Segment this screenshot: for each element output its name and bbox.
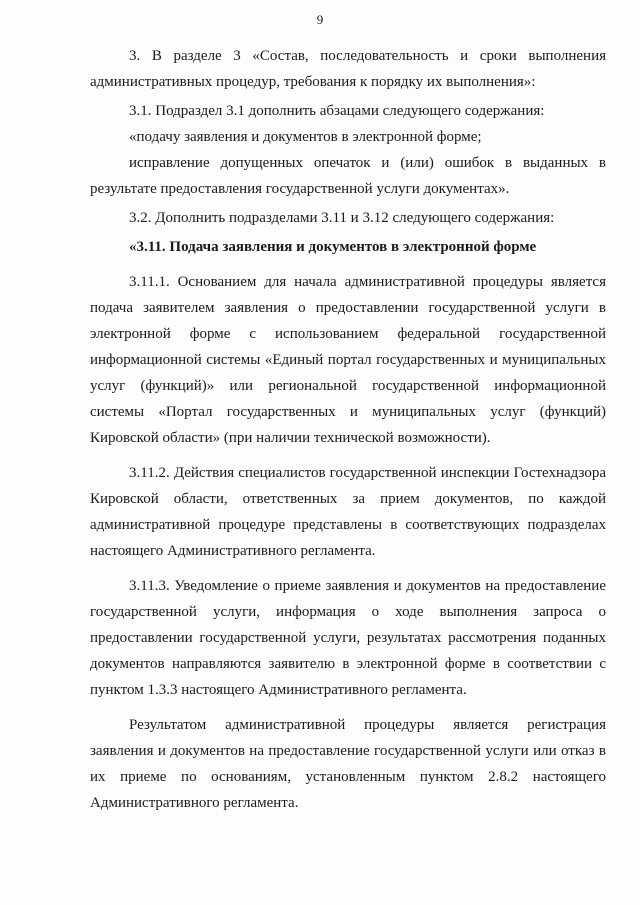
page-number: 9 (316, 12, 324, 27)
paragraph-result: Результатом административной процедуры является регистрация заявления и документов на предоставление государственной услуги или отказ в их приеме по основаниям, установленным пунктом 2.8.2 настоящего Административного регламента. (90, 717, 606, 811)
paragraph-3-1: 3.1. Подраздел 3.1 дополнить абзацами следующего содержания: (129, 103, 545, 119)
document-body (90, 43, 606, 816)
paragraph-3-2: 3.2. Дополнить подразделами 3.11 и 3.12 следующего содержания: (129, 210, 555, 226)
section-heading-3-11: «3.11. Подача заявления и документов в электронной форме (129, 239, 537, 255)
paragraph-3-11-1: 3.11.1. Основанием для начала административной процедуры является подача заявителем заявления о предоставлении государственной услуги в электронной форме с использованием федеральной государственной информационной системы «Единый портал государственных и муниципальных услуг (функций)» или региональной государственной информационной системы «Портал государственных и муниципальных услуг (функций) Кировской области» (при наличии технической возможности). (90, 274, 606, 446)
paragraph-3-1-item-2: исправление допущенных опечаток и (или) ошибок в выданных в результате предоставления государственной услуги документах». (90, 155, 606, 197)
paragraph-3-11-2: 3.11.2. Действия специалистов государственной инспекции Гостехнадзора Кировской области, ответственных за прием документов, по каждой административной процедуре представлены в соответствующих подразделах настоящего Административного регламента. (90, 465, 606, 559)
paragraph-section-3-intro: 3. В разделе 3 «Состав, последовательность и сроки выполнения административных процедур, требования к порядку их выполнения»: (90, 48, 606, 90)
paragraph-3-1-item-1: «подачу заявления и документов в электронной форме; (129, 129, 482, 145)
paragraph-3-11-3: 3.11.3. Уведомление о приеме заявления и документов на предоставление государственной услуги, информация о ходе выполнения запроса о предоставлении государственной услуги, результатах рассмотрения поданных документов направляются заявителю в электронной форме в соответствии с пунктом 1.3.3 настоящего Административного регламента. (90, 578, 606, 698)
